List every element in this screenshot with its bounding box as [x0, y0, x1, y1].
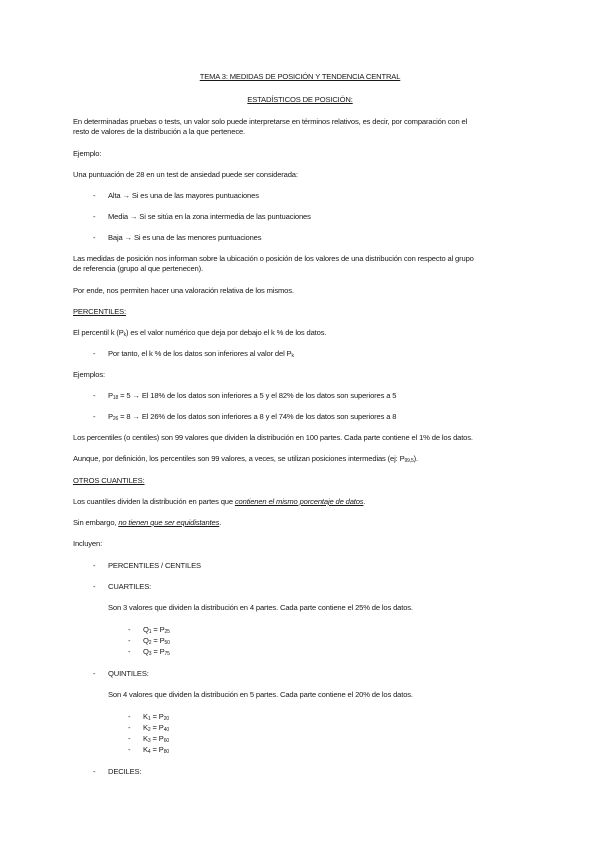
bullet-dash: - [93, 233, 96, 242]
quartiles-heading: CUARTILES: [108, 582, 152, 591]
percentile-bullet: Por tanto, el k % de los datos son inferiores al valor del $P_k$ [108, 349, 294, 359]
examples-heading: Ejemplos: [73, 370, 105, 379]
bullet-dash: - [93, 349, 96, 358]
level-baja: Baja → Si es una de las menores puntuaciones [108, 233, 262, 242]
not-equidistant-text: Sin embargo, no tienen que ser equidistantes. [73, 518, 222, 527]
bullet-dash: - [93, 669, 96, 678]
includes-label: Incluyen: [73, 539, 103, 548]
percentile-example-18: $P_{18} = 5 \to El$ 18% de los datos son inferiores a 5 y el 82% de los datos son superiores a 5 [108, 391, 397, 401]
bullet-dash: - [93, 191, 96, 200]
quintile-item: $K_2 = P_{40}$ [143, 723, 169, 733]
example-heading: Ejemplo: [73, 149, 102, 158]
bullet-dash: - [128, 647, 131, 656]
percentile-definition: El percentil k $(P_k)$ es el valor numérico que deja por debajo el k % de los datos. [73, 328, 327, 338]
bullet-dash: - [93, 212, 96, 221]
bullet-dash: - [128, 712, 131, 721]
quintile-item: $K_4 = P_{80}$ [143, 745, 169, 755]
measures-line-1: Las medidas de posición nos informan sobre la ubicación o posición de los valores de una distribución con respecto al grupo [73, 254, 474, 263]
example-text: Una puntuación de 28 en un test de ansiedad puede ser considerada: [73, 170, 298, 179]
intro-line-1: En determinadas pruebas o tests, un valor solo puede interpretarse en términos relativos, es decir, por comparación con el [73, 117, 468, 126]
percentiles-note: Aunque, por definición, los percentiles son 99 valores, a veces, se utilizan posiciones intermedias (ej: $P_{99,5}$). [73, 454, 418, 464]
bullet-dash: - [128, 636, 131, 645]
bullet-dash: - [128, 723, 131, 732]
level-alta: Alta → Si es una de las mayores puntuaciones [108, 191, 259, 200]
measures-line-2: de referencia (grupo al que pertenecen). [73, 264, 203, 273]
other-quantiles-heading: OTROS CUANTILES: [73, 476, 145, 485]
centiles-item: PERCENTILES / CENTILES [108, 561, 201, 570]
quartile-item: $Q_3 = P_{75}$ [143, 647, 170, 657]
measures-line-3: Por ende, nos permiten hacer una valoración relativa de los mismos. [73, 286, 294, 295]
quartile-item: $Q_1 = P_{25}$ [143, 625, 170, 635]
bullet-dash: - [128, 625, 131, 634]
level-media: Media → Si se sitúa en la zona intermedia de las puntuaciones [108, 212, 311, 221]
bullet-dash: - [93, 767, 96, 776]
quartile-item: $Q_2 = P_{50}$ [143, 636, 170, 646]
quintiles-text: Son 4 valores que dividen la distribución en 5 partes. Cada parte contiene el 20% de los datos. [108, 690, 413, 699]
bullet-dash: - [93, 561, 96, 570]
quintiles-heading: QUINTILES: [108, 669, 149, 678]
bullet-dash: - [93, 412, 96, 421]
section-title-estadisticos: ESTADÍSTICOS DE POSICIÓN: [247, 95, 353, 104]
bullet-dash: - [128, 734, 131, 743]
percentiles-count: Los percentiles (o centiles) son 99 valores que dividen la distribución en 100 partes. Cada parte contiene el 1% de los datos. [73, 433, 473, 442]
bullet-dash: - [93, 391, 96, 400]
percentile-example-26: $P_{26} = 8 \to El$ 26% de los datos son inferiores a 8 y el 74% de los datos son superiores a 8 [108, 412, 397, 422]
intro-line-2: resto de valores de la distribución a la que pertenece. [73, 127, 246, 136]
bullet-dash: - [93, 582, 96, 591]
bullet-dash: - [128, 745, 131, 754]
quintile-item: $K_3 = P_{60}$ [143, 734, 169, 744]
deciles-heading: DECILES: [108, 767, 142, 776]
quartiles-text: Son 3 valores que dividen la distribución en 4 partes. Cada parte contiene el 25% de los datos. [108, 603, 413, 612]
quintile-item: $K_1 = P_{20}$ [143, 712, 169, 722]
page-title: TEMA 3: MEDIDAS DE POSICIÓN Y TENDENCIA CENTRAL [199, 72, 401, 81]
quantiles-text: Los cuantiles dividen la distribución en partes que contienen el mismo porcentaje de datos. [73, 497, 366, 506]
percentiles-heading: PERCENTILES: [73, 307, 127, 316]
